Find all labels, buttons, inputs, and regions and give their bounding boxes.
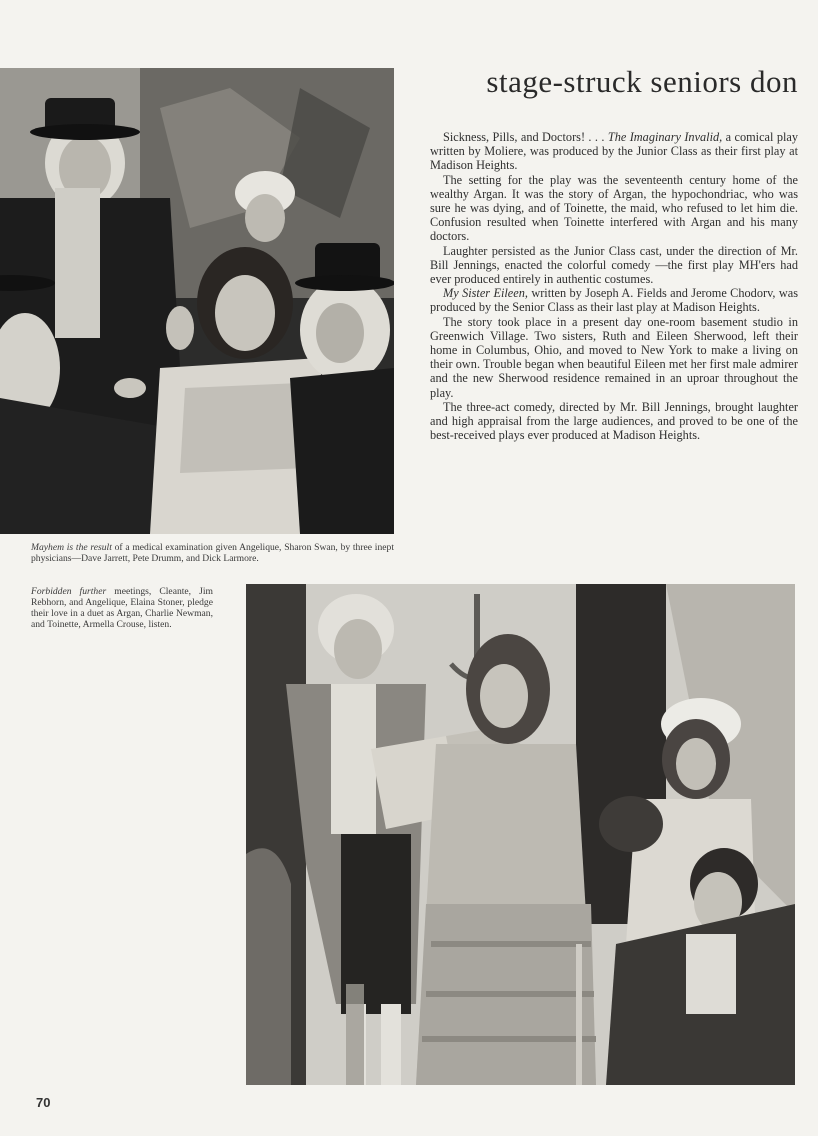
photo-imaginary-invalid-doctors	[0, 68, 394, 534]
article-paragraph-5: The story took place in a present day one-room basement studio in Greenwich Village. Two sisters, Ruth and Eileen Sherwood, left their home in Columbus, Ohio, and moved to New York to make a living on their own. Trouble began when beautiful Eileen met her first male admirer and the new Sherwood residence remained in an uproar throughout the play.	[430, 314, 798, 400]
article-paragraph-4	[430, 286, 798, 314]
article-paragraph-3: Laughter persisted as the Junior Class cast, under the direction of Mr. Bill Jennings, enacted the colorful comedy —the first play MH'ers had ever produced entirely in authentic costumes.	[430, 243, 798, 287]
photo-bottom-illustration	[246, 584, 795, 1085]
article-p1-rest: a comical play written by Moliere, was produced by the Junior Class as their first play at Madison Heights.	[430, 130, 798, 173]
page-number: 70	[36, 1095, 51, 1110]
article-p4-rest: written by Joseph A. Fields and Jerome Chodorv, was produced by the Senior Class as their last play at Madison Heights.	[430, 286, 798, 315]
caption-top-lead: Mayhem is the result	[31, 542, 112, 553]
article-p4-play-title: My Sister Eileen,	[443, 286, 528, 301]
caption-bottom-photo	[31, 586, 213, 630]
caption-top-rest: of a medical examination given Angelique, Sharon Swan, by three inept physicians—Dave Jarrett, Pete Drumm, and Dick Larmore.	[31, 542, 394, 564]
article-paragraph-2: The setting for the play was the seventeenth century home of the wealthy Argan. It was the story of Argan, the hypochondriac, who was sure he was dying, and of Toinette, the maid, who refused to let him die. Confusion resulted when Toinette interfered with Argan and his many doctors.	[430, 172, 798, 244]
article-p1-lead: Sickness, Pills, and Doctors! . . .	[443, 130, 608, 144]
article-p1-play-title: The Imaginary Invalid,	[607, 130, 723, 144]
photo-top-illustration	[0, 68, 394, 534]
caption-top-photo	[31, 542, 394, 564]
article-paragraph-6: The three-act comedy, directed by Mr. Bill Jennings, brought laughter and high appraisal from the large audiences, and proved to be one of the best-received plays ever produced at Madison Heights.	[430, 399, 798, 443]
article-paragraph-1	[430, 130, 798, 173]
photo-duet-scene	[246, 584, 795, 1085]
page-headline: stage-struck seniors don	[486, 64, 798, 99]
article-body	[430, 130, 798, 442]
caption-bottom-lead: Forbidden further	[31, 586, 107, 597]
caption-bottom-rest: meetings, Cleante, Jim Rebhorn, and Angelique, Elaina Stoner, pledge their love in a duet as Argan, Charlie Newman, and Toinette, Armella Crouse, listen.	[31, 586, 213, 630]
